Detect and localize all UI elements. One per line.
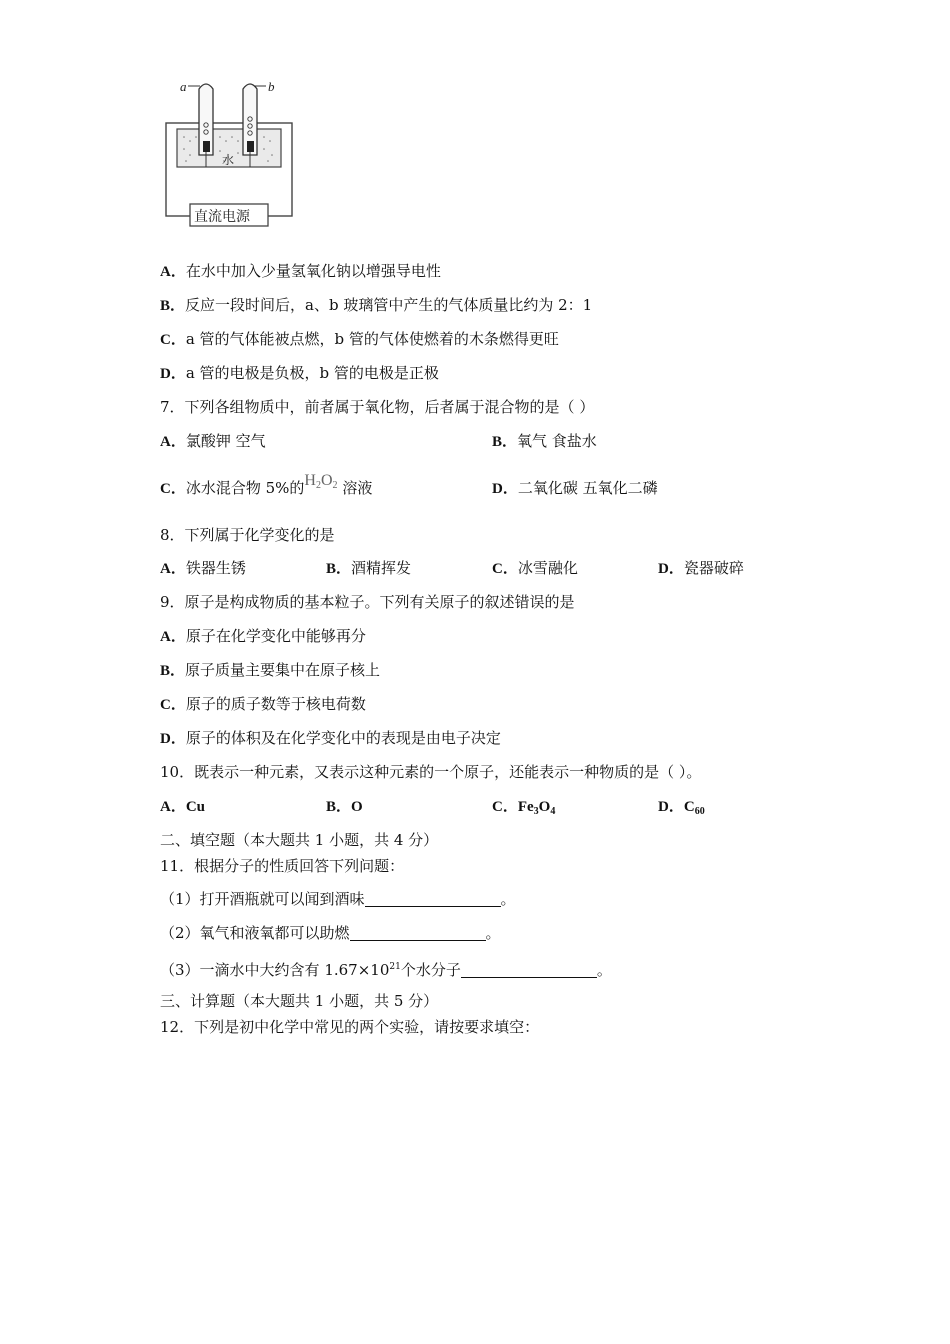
q8-option-b: B．酒精挥发 — [326, 559, 412, 577]
q7-stem: 7．下列各组物质中，前者属于氧化物，后者属于混合物的是（ ） — [160, 398, 595, 416]
q10-option-a: A．Cu — [160, 799, 206, 815]
q10-option-c: C．$Fe_3O_4$ — [492, 799, 556, 817]
h2o2-formula: H2O2 — [304, 472, 338, 491]
q6-option-a: A．在水中加入少量氢氧化钠以增强导电性 — [160, 262, 441, 280]
q7-option-b: B．氧气 食盐水 — [492, 432, 597, 450]
electrolysis-apparatus-diagram — [160, 75, 300, 230]
q6-option-b: B．反应一段时间后，a、b 玻璃管中产生的气体质量比约为 2：1 — [160, 296, 593, 314]
diagram-label-water: 水 — [222, 153, 235, 167]
q7-option-a: A．氯酸钾 空气 — [160, 432, 266, 450]
q8-option-d: D．瓷器破碎 — [658, 559, 744, 577]
q10-stem: 10．既表示一种元素，又表示这种元素的一个原子，还能表示一种物质的是（ ）。 — [160, 763, 702, 781]
q10-option-d: D．$C_{60}$ — [658, 799, 705, 817]
q11-stem: 11．根据分子的性质回答下列问题： — [160, 857, 405, 875]
section-calculation-heading: 三、计算题（本大题共 1 小题，共 5 分） — [160, 992, 439, 1010]
diagram-label-a: a — [180, 79, 187, 94]
q8-option-c: C．冰雪融化 — [492, 559, 578, 577]
q10-option-b: B．O — [326, 799, 363, 815]
q11-part-3-answer-blank[interactable] — [461, 962, 597, 978]
q8-stem: 8．下列属于化学变化的是 — [160, 526, 335, 544]
q7-option-d: D．二氧化碳 五氧化二磷 — [492, 479, 658, 497]
q9-option-c: C．原子的质子数等于核电荷数 — [160, 695, 366, 713]
q9-option-a: A．原子在化学变化中能够再分 — [160, 627, 366, 645]
q9-stem: 9．原子是构成物质的基本粒子。下列有关原子的叙述错误的是 — [160, 593, 575, 611]
q11-part-1: （1）打开酒瓶就可以闻到酒味 。 — [160, 890, 516, 908]
q9-option-d: D．原子的体积及在化学变化中的表现是由电子决定 — [160, 729, 501, 747]
diagram-label-b: b — [268, 79, 275, 94]
q11-part-2-answer-blank[interactable] — [350, 925, 486, 941]
diagram-label-power: 直流电源 — [194, 209, 250, 225]
q6-option-c: C．a 管的气体能被点燃，b 管的气体使燃着的木条燃得更旺 — [160, 330, 559, 348]
q11-part-2: （2）氧气和液氧都可以助燃 。 — [160, 924, 501, 942]
q12-stem: 12．下列是初中化学中常见的两个实验，请按要求填空： — [160, 1018, 540, 1036]
q9-option-b: B．原子质量主要集中在原子核上 — [160, 661, 381, 679]
q8-option-a: A．铁器生锈 — [160, 559, 246, 577]
section-fill-in-heading: 二、填空题（本大题共 1 小题，共 4 分） — [160, 831, 439, 849]
q11-part-3: （3）一滴水中大约含有 $1.67\times 10^{21}$个水分子 。 — [160, 961, 612, 979]
q6-option-d: D．a 管的电极是负极，b 管的电极是正极 — [160, 364, 439, 382]
q11-part-1-answer-blank[interactable] — [365, 891, 501, 907]
q7-option-c: C．冰水混合物 5%的H2O2 溶液 — [160, 472, 373, 497]
